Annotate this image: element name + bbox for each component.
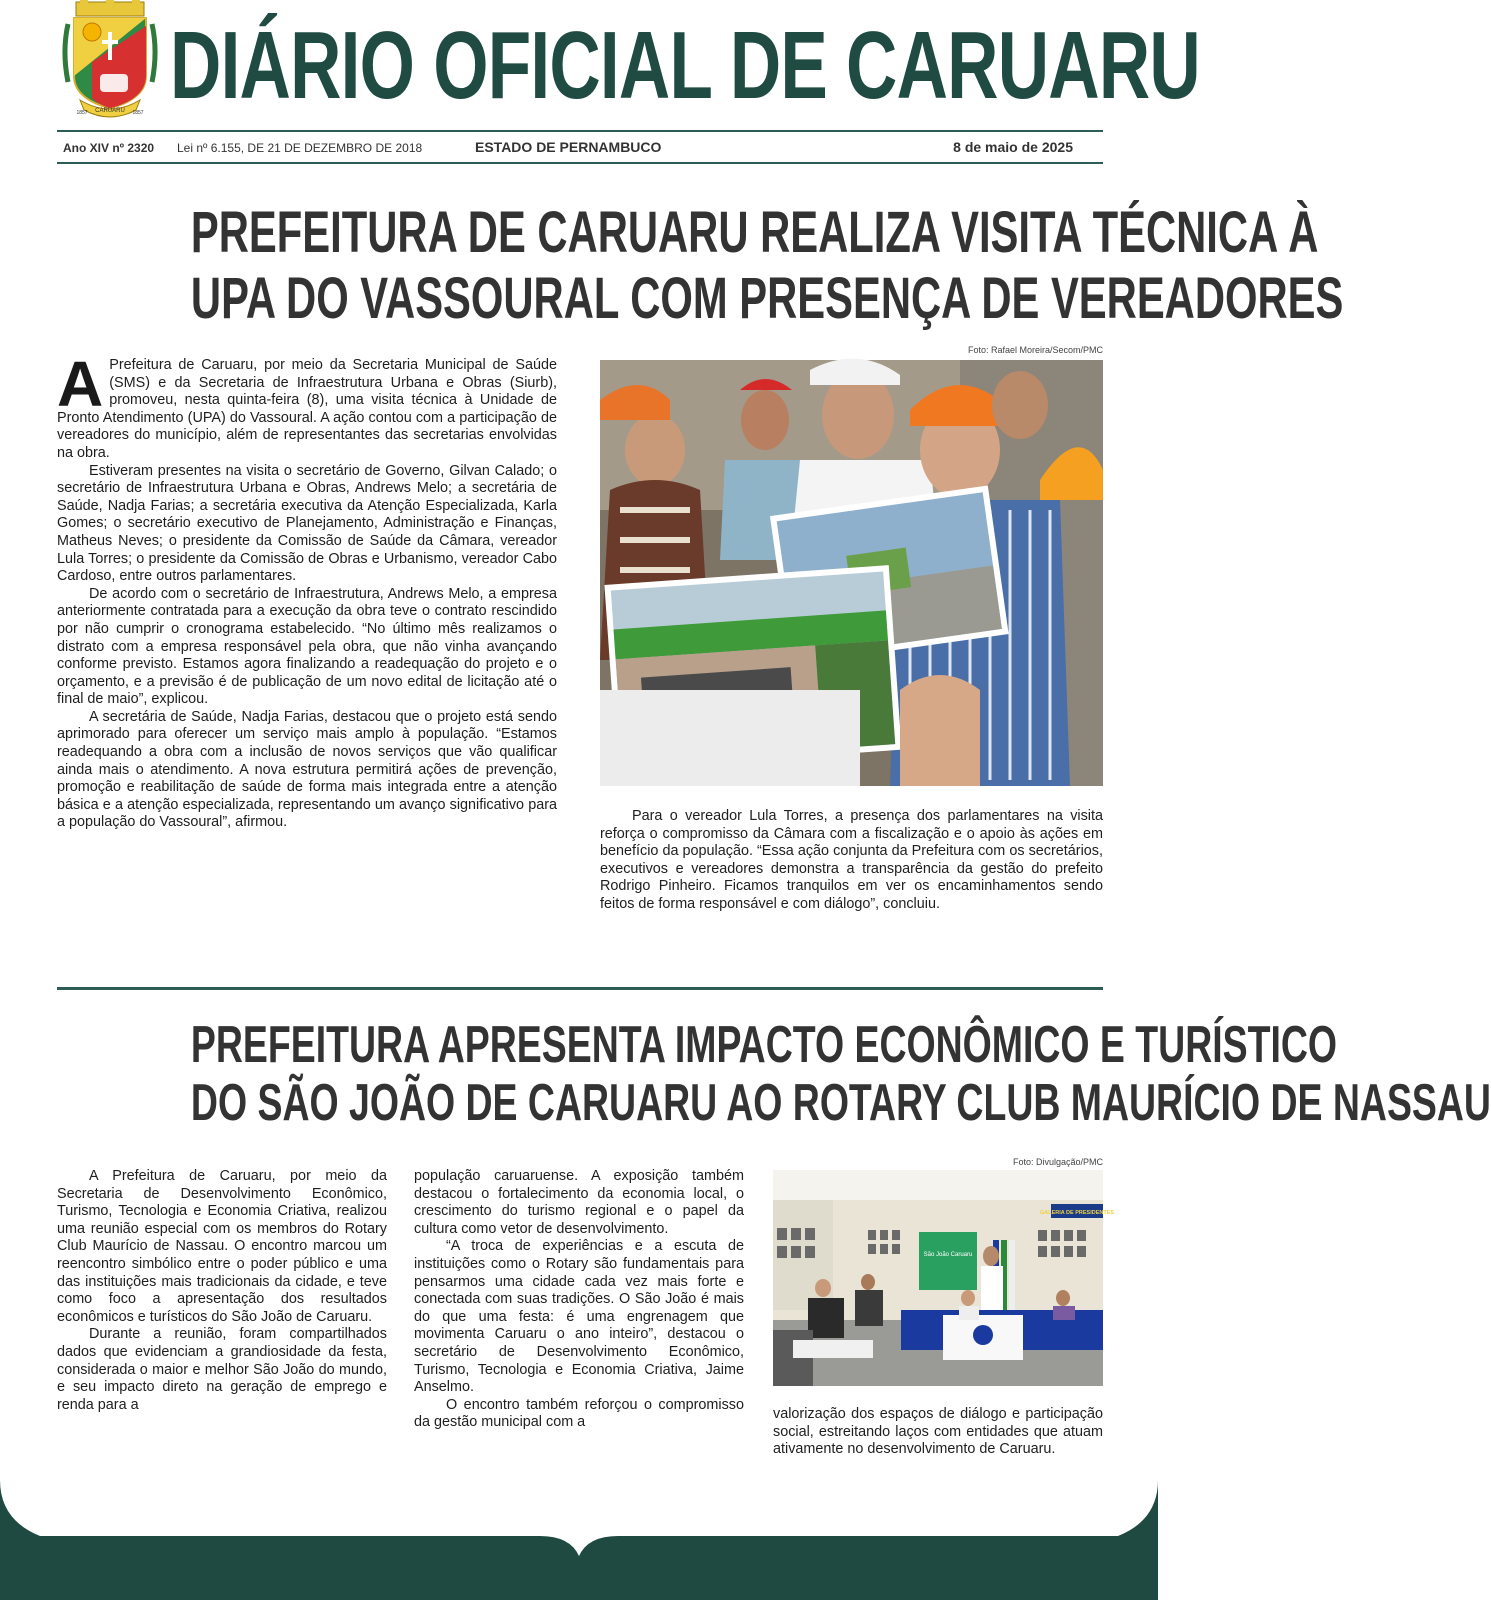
edition-number: Ano XIV nº 2320 — [63, 141, 155, 155]
article1-left-column — [57, 348, 557, 832]
drop-cap: A — [57, 348, 104, 420]
masthead-top-rule — [57, 130, 1103, 132]
article2-column-1 — [57, 1168, 387, 1414]
article1-headline-line2: UPA DO VASSOURAL COM PRESENÇA DE VEREADORES — [190, 266, 1344, 331]
crest-label: CARUARU — [95, 108, 125, 114]
article1-paragraph — [57, 348, 557, 463]
city-crest-logo — [62, 2, 158, 120]
law-reference: Lei nº 6.155, DE 21 DE DEZEMBRO DE 2018 — [177, 141, 423, 155]
state-label: ESTADO DE PERNAMBUCO — [475, 139, 662, 155]
article1-right-column — [600, 808, 1103, 914]
article1-paragraph: Estiveram presentes na visita o secretário de Governo, Gilvan Calado; o secretário de Infraestrutura Urbana e Obras, Andrews Melo; a secretária de Saúde, Nadja Farias; a secretária executiva da Atenção Especializada, Karla Gomes; o secretário executivo de Planejamento, Administração e Finanças, Matheus Neves; o presidente da Comissão de Saúde da Câmara, vereador Lula Torres; o presidente da Comissão de Obras e Urbanismo, vereador Cabo Cardoso, entre outros parlamentares. — [57, 462, 557, 585]
crest-year-left: 1857 — [76, 110, 88, 116]
article2-paragraph: população caruaruense. A exposição também destacou o fortalecimento da economia local, o crescimento do turismo regional e o papel da cultura como vetor de desenvolvimento. — [414, 1168, 744, 1237]
article2-paragraph: A Prefeitura de Caruaru, por meio da Secretaria de Desenvolvimento Econômico, Turismo, Tecnologia e Economia Criativa, realizou uma reunião especial com os membros do Rotary Club Maurício de Nassau. O encontro marcou um reencontro simbólico entre o poder público e uma das instituições mais tradicionais da cidade, e teve como foco a apresentação dos resultados econômicos e turísticos do São João de Caruaru. — [57, 1168, 387, 1325]
article2-paragraph: Durante a reunião, foram compartilhados dados que evidenciam a grandiosidade da festa, considerada o maior e melhor São João do mundo, e seu impacto direto na geração de emprego e renda para a — [57, 1326, 387, 1413]
article2-paragraph: “A troca de experiências e a escuta de instituições como o Rotary são fundamentais para pensarmos uma cidade cada vez mais forte e conectada com suas tradições. O São João é mais do que uma festa: é uma engrenagem que movimenta Caruaru o ano inteiro”, destacou o secretário de Desenvolvimento Econômico, Turismo, Tecnologia e Economia Criativa, Jaime Anselmo. — [414, 1238, 744, 1396]
publication-date: 8 de maio de 2025 — [953, 139, 1073, 155]
photo-banner-text: GALERIA DE PRESIDENTES — [1039, 1210, 1115, 1216]
masthead-info-bar — [57, 134, 1103, 162]
article2-paragraph: O encontro também reforçou o compromisso da gestão municipal com a — [414, 1396, 744, 1431]
article2-photo-credit: Foto: Divulgação/PMC — [1012, 1157, 1103, 1167]
section-divider — [57, 987, 1103, 990]
article1-paragraph: A secretária de Saúde, Nadja Farias, destacou que o projeto está sendo aprimorado para oferecer um serviço mais amplo à população. “Estamos readequando a obra com a inclusão de novos serviços que vão qualificar ainda mais o atendimento. A nova estrutura permitirá ações de prevenção, promoção e reabilitação de saúde de forma mais integrada entre a atenção básica e a atenção especializada, representando um avanço significativo para a população do Vassoural”, afirmou. — [57, 708, 557, 831]
article2-column-3 — [773, 1406, 1103, 1459]
article2-headline — [40, 1016, 1491, 1132]
article2-column-2 — [414, 1168, 744, 1432]
footer-band — [0, 1480, 1158, 1600]
article2-paragraph: valorização dos espaços de diálogo e participação social, estreitando laços com entidades que atuam ativamente no desenvolvimento de Caruaru. — [773, 1406, 1103, 1458]
article2-photo — [773, 1170, 1115, 1386]
article1-p1-text: Prefeitura de Caruaru, por meio da Secretaria Municipal de Saúde (SMS) e da Secretaria de Infraestrutura Urbana e Obras (Siurb), promoveu, nesta quinta-feira (8), uma visita técnica à Unidade de Pronto Atendimento (UPA) do Vassoural. A ação contou com a participação de vereadores do município, além de representantes das secretarias envolvidas na obra. — [57, 357, 557, 461]
article1-photo — [600, 360, 1103, 786]
projector-screen-text: São João Caruaru — [923, 1252, 973, 1258]
masthead-bottom-rule — [57, 162, 1103, 164]
article2-headline-line2: DO SÃO JOÃO DE CARUARU AO ROTARY CLUB MAURÍCIO DE NASSAU — [190, 1074, 1491, 1132]
article1-headline-line1: PREFEITURA DE CARUARU REALIZA VISITA TÉCNICA À — [190, 200, 1319, 265]
article1-headline — [40, 200, 1344, 332]
article1-paragraph: Para o vereador Lula Torres, a presença dos parlamentares na visita reforça o compromisso da Câmara com a fiscalização e o apoio às ações em benefício da população. “Essa ação conjunta da Prefeitura com os secretários, executivos e vereadores demonstra a transparência da gestão do prefeito Rodrigo Pinheiro. Ficamos tranquilos em ver os encaminhamentos sendo feitos de forma responsável e com diálogo”, concluiu. — [600, 808, 1103, 912]
article1-paragraph: De acordo com o secretário de Infraestrutura, Andrews Melo, a empresa anteriormente contratada para a execução da obra teve o contrato rescindido por não cumprir o cronograma estabelecido. “No último mês realizamos o distrato com a empresa responsável pela obra, que não vinha avançando conforme previsto. Estamos agora finalizando a readequação do projeto e o orçamento, e a previsão é de publicação de um novo edital de licitação até o final de maio”, explicou. — [57, 585, 557, 708]
masthead-title: DIÁRIO OFICIAL DE CARUARU — [170, 12, 1200, 119]
article1-photo-credit: Foto: Rafael Moreira/Secom/PMC — [967, 345, 1103, 355]
article2-headline-line1: PREFEITURA APRESENTA IMPACTO ECONÔMICO E TURÍSTICO — [190, 1016, 1338, 1074]
crest-year-right: 1857 — [132, 110, 144, 116]
